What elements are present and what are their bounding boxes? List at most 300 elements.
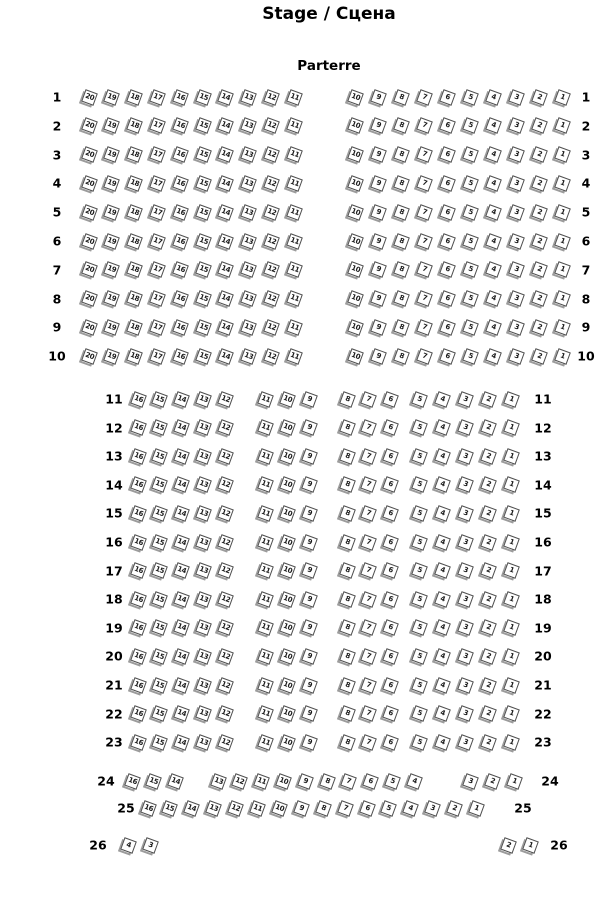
seat-row1-num10[interactable] xyxy=(347,89,364,106)
seat-row5-num20[interactable] xyxy=(81,204,98,221)
seat-row5-num7[interactable] xyxy=(416,204,433,221)
seat-row12-num12[interactable] xyxy=(217,419,234,436)
seat-row26-num3[interactable] xyxy=(142,837,159,854)
seat-row4-num15[interactable] xyxy=(195,175,212,192)
seat-row6-num7[interactable] xyxy=(416,233,433,250)
seat-row23-num14[interactable] xyxy=(173,734,190,751)
seat-row5-num8[interactable] xyxy=(393,204,410,221)
seat-row14-num5[interactable] xyxy=(411,476,428,493)
seat-row17-num14[interactable] xyxy=(173,562,190,579)
seat-row1-num5[interactable] xyxy=(462,89,479,106)
seat-row21-num15[interactable] xyxy=(151,677,168,694)
seat-row10-num16[interactable] xyxy=(172,348,189,365)
seat-row23-num2[interactable] xyxy=(480,734,497,751)
seat-row22-num10[interactable] xyxy=(279,705,296,722)
seat-row21-num10[interactable] xyxy=(279,677,296,694)
seat-row25-num13[interactable] xyxy=(205,800,222,817)
seat-row21-num2[interactable] xyxy=(480,677,497,694)
seat-row23-num9[interactable] xyxy=(301,734,318,751)
seat-row16-num10[interactable] xyxy=(279,534,296,551)
seat-row18-num7[interactable] xyxy=(360,591,377,608)
seat-row8-num19[interactable] xyxy=(103,290,120,307)
seat-row10-num11[interactable] xyxy=(286,348,303,365)
seat-row2-num13[interactable] xyxy=(240,117,257,134)
seat-row7-num5[interactable] xyxy=(462,261,479,278)
seat-row11-num9[interactable] xyxy=(301,391,318,408)
seat-row14-num2[interactable] xyxy=(480,476,497,493)
seat-row19-num4[interactable] xyxy=(434,619,451,636)
seat-row22-num8[interactable] xyxy=(339,705,356,722)
seat-row3-num4[interactable] xyxy=(485,146,502,163)
seat-row3-num13[interactable] xyxy=(240,146,257,163)
seat-row20-num9[interactable] xyxy=(301,648,318,665)
seat-row11-num15[interactable] xyxy=(151,391,168,408)
seat-row23-num10[interactable] xyxy=(279,734,296,751)
seat-row7-num7[interactable] xyxy=(416,261,433,278)
seat-row10-num15[interactable] xyxy=(195,348,212,365)
seat-row10-num18[interactable] xyxy=(126,348,143,365)
seat-row3-num20[interactable] xyxy=(81,146,98,163)
seat-row14-num1[interactable] xyxy=(503,476,520,493)
seat-row1-num12[interactable] xyxy=(263,89,280,106)
seat-row10-num13[interactable] xyxy=(240,348,257,365)
seat-row16-num9[interactable] xyxy=(301,534,318,551)
seat-row16-num15[interactable] xyxy=(151,534,168,551)
seat-row9-num5[interactable] xyxy=(462,319,479,336)
seat-row24-num5[interactable] xyxy=(384,773,401,790)
seat-row2-num4[interactable] xyxy=(485,117,502,134)
seat-row13-num4[interactable] xyxy=(434,448,451,465)
seat-row6-num14[interactable] xyxy=(217,233,234,250)
seat-row8-num8[interactable] xyxy=(393,290,410,307)
seat-row12-num9[interactable] xyxy=(301,419,318,436)
seat-row7-num16[interactable] xyxy=(172,261,189,278)
seat-row1-num3[interactable] xyxy=(508,89,525,106)
seat-row17-num10[interactable] xyxy=(279,562,296,579)
seat-row7-num2[interactable] xyxy=(531,261,548,278)
seat-row2-num19[interactable] xyxy=(103,117,120,134)
seat-row6-num1[interactable] xyxy=(554,233,571,250)
seat-row14-num9[interactable] xyxy=(301,476,318,493)
seat-row14-num11[interactable] xyxy=(257,476,274,493)
seat-row2-num20[interactable] xyxy=(81,117,98,134)
seat-row25-num11[interactable] xyxy=(249,800,266,817)
seat-row9-num15[interactable] xyxy=(195,319,212,336)
seat-row7-num14[interactable] xyxy=(217,261,234,278)
seat-row6-num12[interactable] xyxy=(263,233,280,250)
seat-row5-num2[interactable] xyxy=(531,204,548,221)
seat-row19-num11[interactable] xyxy=(257,619,274,636)
seat-row4-num16[interactable] xyxy=(172,175,189,192)
seat-row11-num6[interactable] xyxy=(382,391,399,408)
seat-row1-num6[interactable] xyxy=(439,89,456,106)
seat-row3-num8[interactable] xyxy=(393,146,410,163)
seat-row1-num19[interactable] xyxy=(103,89,120,106)
seat-row3-num9[interactable] xyxy=(370,146,387,163)
seat-row3-num15[interactable] xyxy=(195,146,212,163)
seat-row12-num5[interactable] xyxy=(411,419,428,436)
seat-row18-num5[interactable] xyxy=(411,591,428,608)
seat-row5-num11[interactable] xyxy=(286,204,303,221)
seat-row7-num4[interactable] xyxy=(485,261,502,278)
seat-row6-num4[interactable] xyxy=(485,233,502,250)
seat-row17-num16[interactable] xyxy=(130,562,147,579)
seat-row13-num15[interactable] xyxy=(151,448,168,465)
seat-row6-num18[interactable] xyxy=(126,233,143,250)
seat-row11-num4[interactable] xyxy=(434,391,451,408)
seat-row8-num3[interactable] xyxy=(508,290,525,307)
seat-row25-num8[interactable] xyxy=(315,800,332,817)
seat-row17-num2[interactable] xyxy=(480,562,497,579)
seat-row8-num20[interactable] xyxy=(81,290,98,307)
seat-row8-num14[interactable] xyxy=(217,290,234,307)
seat-row25-num12[interactable] xyxy=(227,800,244,817)
seat-row21-num8[interactable] xyxy=(339,677,356,694)
seat-row17-num3[interactable] xyxy=(457,562,474,579)
seat-row5-num4[interactable] xyxy=(485,204,502,221)
seat-row20-num12[interactable] xyxy=(217,648,234,665)
seat-row15-num2[interactable] xyxy=(480,505,497,522)
seat-row18-num16[interactable] xyxy=(130,591,147,608)
seat-row2-num1[interactable] xyxy=(554,117,571,134)
seat-row8-num1[interactable] xyxy=(554,290,571,307)
seat-row1-num17[interactable] xyxy=(149,89,166,106)
seat-row15-num7[interactable] xyxy=(360,505,377,522)
seat-row12-num6[interactable] xyxy=(382,419,399,436)
seat-row21-num6[interactable] xyxy=(382,677,399,694)
seat-row2-num6[interactable] xyxy=(439,117,456,134)
seat-row20-num13[interactable] xyxy=(195,648,212,665)
seat-row5-num1[interactable] xyxy=(554,204,571,221)
seat-row16-num13[interactable] xyxy=(195,534,212,551)
seat-row12-num8[interactable] xyxy=(339,419,356,436)
seat-row22-num4[interactable] xyxy=(434,705,451,722)
seat-row23-num15[interactable] xyxy=(151,734,168,751)
seat-row6-num9[interactable] xyxy=(370,233,387,250)
seat-row2-num14[interactable] xyxy=(217,117,234,134)
seat-row8-num15[interactable] xyxy=(195,290,212,307)
seat-row12-num15[interactable] xyxy=(151,419,168,436)
seat-row24-num4[interactable] xyxy=(406,773,423,790)
seat-row3-num18[interactable] xyxy=(126,146,143,163)
seat-row4-num12[interactable] xyxy=(263,175,280,192)
seat-row24-num14[interactable] xyxy=(167,773,184,790)
seat-row18-num4[interactable] xyxy=(434,591,451,608)
seat-row4-num5[interactable] xyxy=(462,175,479,192)
seat-row20-num14[interactable] xyxy=(173,648,190,665)
seat-row15-num13[interactable] xyxy=(195,505,212,522)
seat-row3-num16[interactable] xyxy=(172,146,189,163)
seat-row18-num3[interactable] xyxy=(457,591,474,608)
seat-row7-num12[interactable] xyxy=(263,261,280,278)
seat-row25-num1[interactable] xyxy=(468,800,485,817)
seat-row1-num11[interactable] xyxy=(286,89,303,106)
seat-row22-num5[interactable] xyxy=(411,705,428,722)
seat-row13-num11[interactable] xyxy=(257,448,274,465)
seat-row24-num9[interactable] xyxy=(297,773,314,790)
seat-row12-num3[interactable] xyxy=(457,419,474,436)
seat-row7-num19[interactable] xyxy=(103,261,120,278)
seat-row9-num17[interactable] xyxy=(149,319,166,336)
seat-row9-num10[interactable] xyxy=(347,319,364,336)
seat-row6-num15[interactable] xyxy=(195,233,212,250)
seat-row3-num19[interactable] xyxy=(103,146,120,163)
seat-row7-num9[interactable] xyxy=(370,261,387,278)
seat-row16-num6[interactable] xyxy=(382,534,399,551)
seat-row4-num9[interactable] xyxy=(370,175,387,192)
seat-row2-num3[interactable] xyxy=(508,117,525,134)
seat-row15-num6[interactable] xyxy=(382,505,399,522)
seat-row8-num7[interactable] xyxy=(416,290,433,307)
seat-row1-num18[interactable] xyxy=(126,89,143,106)
seat-row14-num12[interactable] xyxy=(217,476,234,493)
seat-row21-num3[interactable] xyxy=(457,677,474,694)
seat-row7-num10[interactable] xyxy=(347,261,364,278)
seat-row15-num5[interactable] xyxy=(411,505,428,522)
seat-row4-num6[interactable] xyxy=(439,175,456,192)
seat-row3-num11[interactable] xyxy=(286,146,303,163)
seat-row8-num12[interactable] xyxy=(263,290,280,307)
seat-row26-num2[interactable] xyxy=(500,837,517,854)
seat-row16-num12[interactable] xyxy=(217,534,234,551)
seat-row6-num6[interactable] xyxy=(439,233,456,250)
seat-row10-num8[interactable] xyxy=(393,348,410,365)
seat-row21-num14[interactable] xyxy=(173,677,190,694)
seat-row13-num9[interactable] xyxy=(301,448,318,465)
seat-row13-num12[interactable] xyxy=(217,448,234,465)
seat-row19-num2[interactable] xyxy=(480,619,497,636)
seat-row17-num5[interactable] xyxy=(411,562,428,579)
seat-row4-num17[interactable] xyxy=(149,175,166,192)
seat-row7-num15[interactable] xyxy=(195,261,212,278)
seat-row15-num10[interactable] xyxy=(279,505,296,522)
seat-row9-num18[interactable] xyxy=(126,319,143,336)
seat-row8-num9[interactable] xyxy=(370,290,387,307)
seat-row1-num20[interactable] xyxy=(81,89,98,106)
seat-row14-num7[interactable] xyxy=(360,476,377,493)
seat-row19-num9[interactable] xyxy=(301,619,318,636)
seat-row16-num16[interactable] xyxy=(130,534,147,551)
seat-row16-num5[interactable] xyxy=(411,534,428,551)
seat-row10-num2[interactable] xyxy=(531,348,548,365)
seat-row13-num3[interactable] xyxy=(457,448,474,465)
seat-row20-num2[interactable] xyxy=(480,648,497,665)
seat-row4-num7[interactable] xyxy=(416,175,433,192)
seat-row12-num7[interactable] xyxy=(360,419,377,436)
seat-row22-num13[interactable] xyxy=(195,705,212,722)
seat-row8-num4[interactable] xyxy=(485,290,502,307)
seat-row19-num13[interactable] xyxy=(195,619,212,636)
seat-row13-num10[interactable] xyxy=(279,448,296,465)
seat-row10-num6[interactable] xyxy=(439,348,456,365)
seat-row3-num7[interactable] xyxy=(416,146,433,163)
seat-row10-num10[interactable] xyxy=(347,348,364,365)
seat-row10-num3[interactable] xyxy=(508,348,525,365)
seat-row26-num4[interactable] xyxy=(120,837,137,854)
seat-row22-num12[interactable] xyxy=(217,705,234,722)
seat-row2-num11[interactable] xyxy=(286,117,303,134)
seat-row22-num9[interactable] xyxy=(301,705,318,722)
seat-row2-num9[interactable] xyxy=(370,117,387,134)
seat-row25-num9[interactable] xyxy=(293,800,310,817)
seat-row20-num5[interactable] xyxy=(411,648,428,665)
seat-row9-num3[interactable] xyxy=(508,319,525,336)
seat-row20-num4[interactable] xyxy=(434,648,451,665)
seat-row5-num15[interactable] xyxy=(195,204,212,221)
seat-row6-num11[interactable] xyxy=(286,233,303,250)
seat-row18-num10[interactable] xyxy=(279,591,296,608)
seat-row20-num1[interactable] xyxy=(503,648,520,665)
seat-row21-num12[interactable] xyxy=(217,677,234,694)
seat-row11-num11[interactable] xyxy=(257,391,274,408)
seat-row6-num20[interactable] xyxy=(81,233,98,250)
seat-row25-num3[interactable] xyxy=(424,800,441,817)
seat-row2-num12[interactable] xyxy=(263,117,280,134)
seat-row15-num12[interactable] xyxy=(217,505,234,522)
seat-row1-num8[interactable] xyxy=(393,89,410,106)
seat-row14-num3[interactable] xyxy=(457,476,474,493)
seat-row14-num14[interactable] xyxy=(173,476,190,493)
seat-row24-num6[interactable] xyxy=(362,773,379,790)
seat-row7-num13[interactable] xyxy=(240,261,257,278)
seat-row6-num16[interactable] xyxy=(172,233,189,250)
seat-row15-num3[interactable] xyxy=(457,505,474,522)
seat-row7-num3[interactable] xyxy=(508,261,525,278)
seat-row16-num8[interactable] xyxy=(339,534,356,551)
seat-row12-num16[interactable] xyxy=(130,419,147,436)
seat-row9-num20[interactable] xyxy=(81,319,98,336)
seat-row5-num19[interactable] xyxy=(103,204,120,221)
seat-row3-num10[interactable] xyxy=(347,146,364,163)
seat-row12-num10[interactable] xyxy=(279,419,296,436)
seat-row11-num13[interactable] xyxy=(195,391,212,408)
seat-row25-num15[interactable] xyxy=(162,800,179,817)
seat-row11-num5[interactable] xyxy=(411,391,428,408)
seat-row7-num8[interactable] xyxy=(393,261,410,278)
seat-row19-num10[interactable] xyxy=(279,619,296,636)
seat-row4-num11[interactable] xyxy=(286,175,303,192)
seat-row14-num10[interactable] xyxy=(279,476,296,493)
seat-row5-num18[interactable] xyxy=(126,204,143,221)
seat-row17-num9[interactable] xyxy=(301,562,318,579)
seat-row15-num15[interactable] xyxy=(151,505,168,522)
seat-row2-num17[interactable] xyxy=(149,117,166,134)
seat-row2-num5[interactable] xyxy=(462,117,479,134)
seat-row10-num1[interactable] xyxy=(554,348,571,365)
seat-row5-num9[interactable] xyxy=(370,204,387,221)
seat-row20-num16[interactable] xyxy=(130,648,147,665)
seat-row17-num12[interactable] xyxy=(217,562,234,579)
seat-row5-num17[interactable] xyxy=(149,204,166,221)
seat-row17-num8[interactable] xyxy=(339,562,356,579)
seat-row25-num16[interactable] xyxy=(140,800,157,817)
seat-row17-num6[interactable] xyxy=(382,562,399,579)
seat-row25-num6[interactable] xyxy=(359,800,376,817)
seat-row22-num14[interactable] xyxy=(173,705,190,722)
seat-row14-num8[interactable] xyxy=(339,476,356,493)
seat-row24-num10[interactable] xyxy=(275,773,292,790)
seat-row8-num13[interactable] xyxy=(240,290,257,307)
seat-row13-num2[interactable] xyxy=(480,448,497,465)
seat-row14-num6[interactable] xyxy=(382,476,399,493)
seat-row12-num14[interactable] xyxy=(173,419,190,436)
seat-row2-num2[interactable] xyxy=(531,117,548,134)
seat-row5-num12[interactable] xyxy=(263,204,280,221)
seat-row22-num16[interactable] xyxy=(130,705,147,722)
seat-row11-num2[interactable] xyxy=(480,391,497,408)
seat-row4-num2[interactable] xyxy=(531,175,548,192)
seat-row21-num4[interactable] xyxy=(434,677,451,694)
seat-row9-num12[interactable] xyxy=(263,319,280,336)
seat-row19-num1[interactable] xyxy=(503,619,520,636)
seat-row23-num16[interactable] xyxy=(130,734,147,751)
seat-row5-num16[interactable] xyxy=(172,204,189,221)
seat-row1-num2[interactable] xyxy=(531,89,548,106)
seat-row23-num8[interactable] xyxy=(339,734,356,751)
seat-row3-num1[interactable] xyxy=(554,146,571,163)
seat-row19-num15[interactable] xyxy=(151,619,168,636)
seat-row8-num6[interactable] xyxy=(439,290,456,307)
seat-row4-num19[interactable] xyxy=(103,175,120,192)
seat-row19-num3[interactable] xyxy=(457,619,474,636)
seat-row24-num1[interactable] xyxy=(506,773,523,790)
seat-row25-num4[interactable] xyxy=(402,800,419,817)
seat-row6-num19[interactable] xyxy=(103,233,120,250)
seat-row24-num7[interactable] xyxy=(340,773,357,790)
seat-row21-num9[interactable] xyxy=(301,677,318,694)
seat-row24-num2[interactable] xyxy=(484,773,501,790)
seat-row7-num11[interactable] xyxy=(286,261,303,278)
seat-row23-num4[interactable] xyxy=(434,734,451,751)
seat-row23-num3[interactable] xyxy=(457,734,474,751)
seat-row2-num8[interactable] xyxy=(393,117,410,134)
seat-row4-num3[interactable] xyxy=(508,175,525,192)
seat-row20-num10[interactable] xyxy=(279,648,296,665)
seat-row19-num8[interactable] xyxy=(339,619,356,636)
seat-row1-num14[interactable] xyxy=(217,89,234,106)
seat-row10-num17[interactable] xyxy=(149,348,166,365)
seat-row11-num10[interactable] xyxy=(279,391,296,408)
seat-row12-num4[interactable] xyxy=(434,419,451,436)
seat-row14-num16[interactable] xyxy=(130,476,147,493)
seat-row9-num14[interactable] xyxy=(217,319,234,336)
seat-row18-num15[interactable] xyxy=(151,591,168,608)
seat-row1-num15[interactable] xyxy=(195,89,212,106)
seat-row24-num12[interactable] xyxy=(231,773,248,790)
seat-row11-num12[interactable] xyxy=(217,391,234,408)
seat-row4-num10[interactable] xyxy=(347,175,364,192)
seat-row9-num19[interactable] xyxy=(103,319,120,336)
seat-row9-num9[interactable] xyxy=(370,319,387,336)
seat-row20-num7[interactable] xyxy=(360,648,377,665)
seat-row2-num16[interactable] xyxy=(172,117,189,134)
seat-row5-num10[interactable] xyxy=(347,204,364,221)
seat-row22-num7[interactable] xyxy=(360,705,377,722)
seat-row8-num18[interactable] xyxy=(126,290,143,307)
seat-row7-num6[interactable] xyxy=(439,261,456,278)
seat-row4-num14[interactable] xyxy=(217,175,234,192)
seat-row18-num13[interactable] xyxy=(195,591,212,608)
seat-row18-num8[interactable] xyxy=(339,591,356,608)
seat-row13-num13[interactable] xyxy=(195,448,212,465)
seat-row12-num1[interactable] xyxy=(503,419,520,436)
seat-row3-num14[interactable] xyxy=(217,146,234,163)
seat-row19-num16[interactable] xyxy=(130,619,147,636)
seat-row16-num11[interactable] xyxy=(257,534,274,551)
seat-row26-num1[interactable] xyxy=(522,837,539,854)
seat-row17-num7[interactable] xyxy=(360,562,377,579)
seat-row19-num5[interactable] xyxy=(411,619,428,636)
